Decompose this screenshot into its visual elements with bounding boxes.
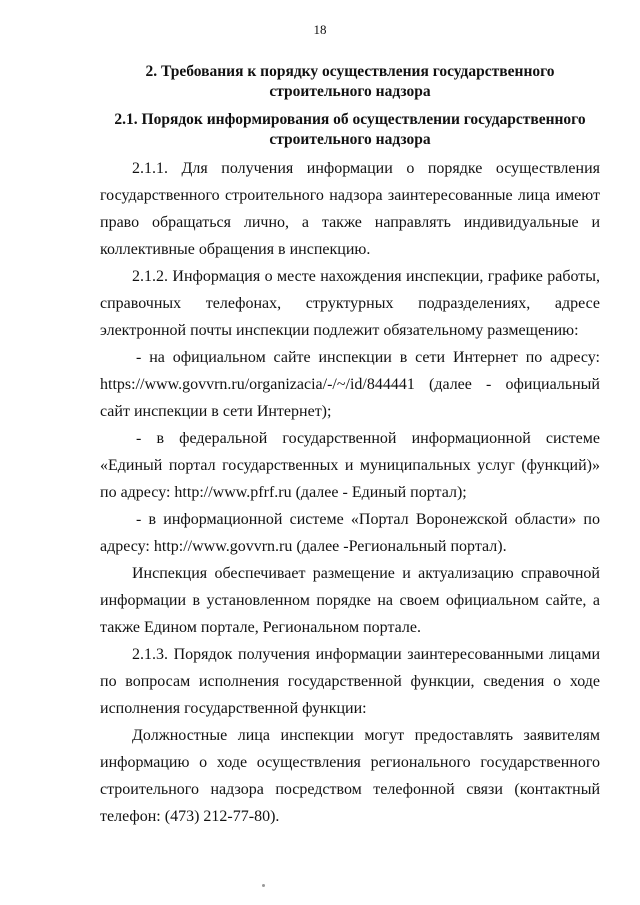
paragraph-2-1-2: 2.1.2. Информация о месте нахождения инспекции, графике работы, справочных телефонах, структурных подразделениях, адресе электронной почты инспекции подлежит обязательному размещению:: [100, 268, 600, 339]
page-number: 18: [313, 22, 327, 37]
bullet-regional-portal: - в информационной системе «Портал Воронежской области» по адресу: http://www.govvrn.ru (далее -Региональный портал).: [100, 511, 600, 555]
section-heading: 2. Требования к порядку осуществления государственного строительного надзора: [145, 63, 555, 100]
bullet-unified-portal: - в федеральной государственной информационной системе «Единый портал государственных и муниципальных услуг (функций)» по адресу: http://www.pfrf.ru (далее - Единый портал);: [100, 430, 600, 501]
paragraph-inspection-updates: Инспекция обеспечивает размещение и актуализацию справочной информации в установленном порядке на своем официальном сайте, а также Едином портале, Региональном портале.: [100, 565, 600, 636]
bullet-official-site: - на официальном сайте инспекции в сети Интернет по адресу: https://www.govvrn.ru/organizacia/-/~/id/844441 (далее - официальный сайт инспекции в сети Интернет);: [100, 349, 600, 420]
scan-speck: [262, 884, 265, 887]
body-text: [100, 155, 600, 830]
paragraph-2-1-1: 2.1.1. Для получения информации о порядке осуществления государственного строительного надзора заинтересованные лица имеют право обращаться лично, а также направлять индивидуальные и коллективные обращения в инспекцию.: [100, 160, 600, 258]
subsection-heading: 2.1. Порядок информирования об осуществлении государственного строительного надзора: [114, 111, 586, 148]
paragraph-2-1-3: 2.1.3. Порядок получения информации заинтересованными лицами по вопросам исполнения государственной функции, сведения о ходе исполнения государственной функции:: [100, 646, 600, 717]
paragraph-officials-phone: Должностные лица инспекции могут предоставлять заявителям информацию о ходе осуществления регионального государственного строительного надзора посредством телефонной связи (контактный телефон: (473) 212-77-80).: [100, 727, 600, 825]
